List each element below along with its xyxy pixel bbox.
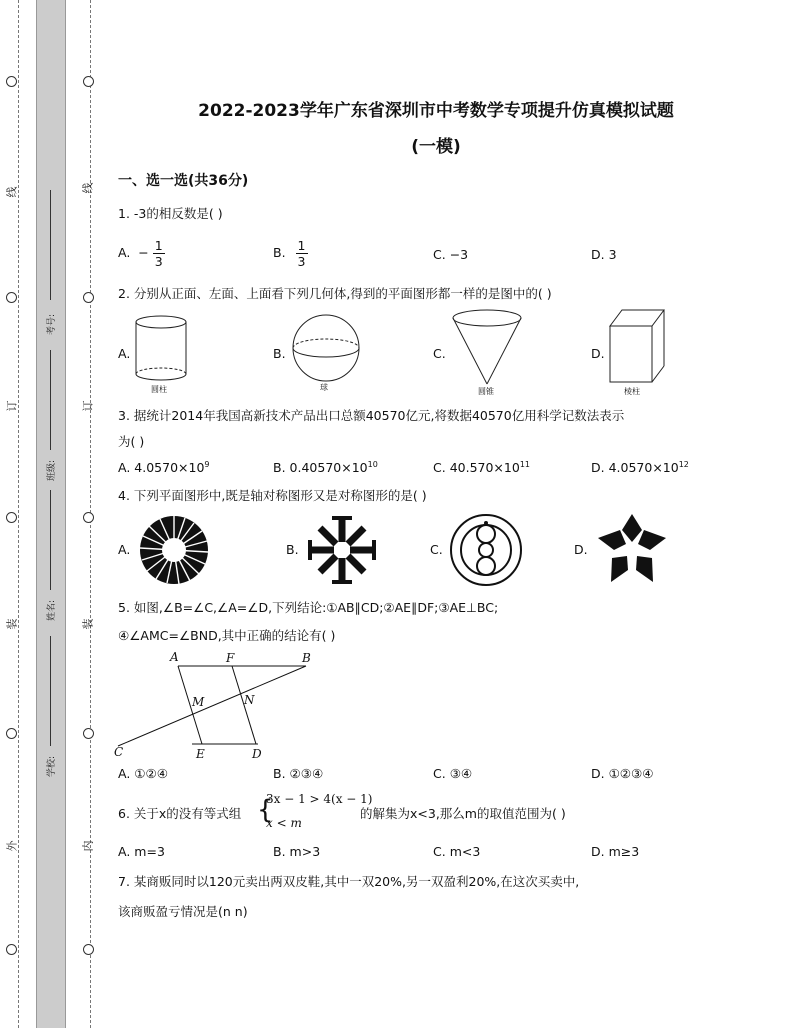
field-line — [50, 636, 51, 746]
q1-stem: 1. -3的相反数是( ) — [118, 206, 223, 221]
q4-option-a-label: A. — [118, 542, 131, 557]
sunburst-figure — [138, 514, 210, 586]
nested-circles-figure — [448, 512, 524, 588]
brace: { — [257, 795, 274, 825]
q3-stem-cont: 为( ) — [118, 434, 145, 449]
q6-stem-post: 的解集为x<3,那么m的取值范围为( ) — [360, 806, 566, 821]
right-label: 内 — [81, 840, 95, 852]
q5-option-a: A. ①②④ — [118, 766, 168, 781]
right-label: 装 — [81, 618, 95, 630]
binding-hole — [83, 728, 94, 739]
point-label-b: B — [302, 651, 311, 665]
q2-caption-b: 球 — [320, 383, 328, 392]
left-cut-line — [18, 0, 19, 1028]
q4-stem: 4. 下列平面图形中,既是轴对称图形又是对称图形的是( ) — [118, 488, 427, 503]
q6-option-c: C. m<3 — [433, 844, 481, 859]
page-subtitle: (一模) — [411, 137, 461, 157]
field-class: 班级: — [47, 459, 58, 482]
q5-option-d: D. ①②③④ — [591, 766, 654, 781]
field-line — [50, 350, 51, 450]
point-label-f: F — [226, 651, 235, 665]
binding-hole — [6, 728, 17, 739]
point-label-c: C — [114, 745, 124, 759]
q6-inequality-1: 3x − 1 > 4(x − 1) — [266, 792, 373, 806]
binding-hole — [83, 512, 94, 523]
binding-hole — [83, 76, 94, 87]
left-label: 线 — [5, 186, 19, 198]
q2-caption-c: 圆锥 — [478, 387, 494, 396]
binding-hole — [6, 76, 17, 87]
left-label: 装 — [5, 618, 19, 630]
binding-hole — [83, 944, 94, 955]
point-label-n: N — [244, 693, 255, 707]
field-line — [50, 490, 51, 590]
q2-option-c-label: C. — [433, 346, 446, 361]
point-label-d: D — [252, 747, 262, 760]
q5-option-c: C. ③④ — [433, 766, 473, 781]
right-label: 订 — [81, 400, 95, 412]
binding-hole — [6, 292, 17, 303]
q1-option-a: A. − $\frac{1}{3}$ — [118, 238, 163, 269]
q4-option-c-label: C. — [430, 542, 443, 557]
q1-option-d: D. 3 — [591, 247, 617, 262]
pentagon-star-figure — [596, 512, 668, 586]
prism-figure — [608, 306, 666, 386]
q5-stem: 5. 如图,∠B=∠C,∠A=∠D,下列结论:①AB∥CD;②AE∥DF;③AE⊥BC; — [118, 600, 499, 615]
q2-caption-d: 棱柱 — [624, 387, 640, 396]
q3-option-c: C. $40.570\times 10^{11}$ — [433, 460, 530, 476]
q6-stem-pre: 6. 关于x的没有等式组 — [118, 806, 242, 821]
binding-strip — [36, 0, 66, 1028]
q1-option-c: C. −3 — [433, 247, 469, 262]
q6-option-d: D. m≥3 — [591, 844, 640, 859]
point-label-m: M — [192, 695, 205, 709]
binding-hole — [6, 512, 17, 523]
q2-option-a-label: A. — [118, 346, 131, 361]
left-label: 订 — [5, 400, 19, 412]
q2-option-d-label: D. — [591, 346, 605, 361]
q3-option-d: D. $4.0570\times 10^{12}$ — [591, 460, 689, 476]
field-exam-id: 考号: — [47, 313, 58, 336]
q6-option-b: B. m>3 — [273, 844, 321, 859]
binding-hole — [6, 944, 17, 955]
binding-hole — [83, 292, 94, 303]
q4-option-d-label: D. — [574, 542, 588, 557]
q4-option-b-label: B. — [286, 542, 299, 557]
snowflake-figure — [306, 514, 378, 586]
q2-caption-a: 圆柱 — [151, 385, 167, 394]
q7-stem: 7. 某商贩同时以120元卖出两双皮鞋,其中一双20%,另一双盈利20%,在这次买卖中, — [118, 874, 580, 889]
left-label: 外 — [5, 840, 19, 852]
cone-figure — [450, 306, 524, 388]
q6-inequality-2: x < m — [266, 816, 302, 830]
page-title: 2022-2023学年广东省深圳市中考数学专项提升仿真模拟试题 — [198, 101, 674, 121]
point-label-e: E — [196, 747, 205, 760]
field-school: 学校: — [47, 755, 58, 778]
q3-option-a: A. $4.0570\times 10^9$ — [118, 460, 210, 476]
point-label-a: A — [170, 650, 179, 664]
right-label: 线 — [81, 182, 95, 194]
q7-stem-cont: 该商贩盈亏情况是(n n) — [118, 904, 248, 919]
q5-geometry-figure — [112, 648, 322, 760]
field-name: 姓名: — [47, 599, 58, 622]
sphere-figure — [290, 312, 362, 384]
q5-option-b: B. ②③④ — [273, 766, 324, 781]
q3-stem: 3. 据统计2014年我国高新技术产品出口总额40570亿元,将数据40570亿用科学记数法表示 — [118, 408, 625, 423]
q2-stem: 2. 分别从正面、左面、上面看下列几何体,得到的平面图形都一样的是图中的( ) — [118, 286, 552, 301]
q3-option-b: B. $0.40570\times 10^{10}$ — [273, 460, 378, 476]
q1-option-b: B. $\frac{1}{3}$ — [273, 238, 306, 269]
q2-option-b-label: B. — [273, 346, 286, 361]
q5-stem-cont: ④∠AMC=∠BND,其中正确的结论有( ) — [118, 628, 336, 643]
q6-option-a: A. m=3 — [118, 844, 165, 859]
field-line — [50, 190, 51, 300]
section-heading: 一、选一选(共36分) — [118, 173, 249, 189]
